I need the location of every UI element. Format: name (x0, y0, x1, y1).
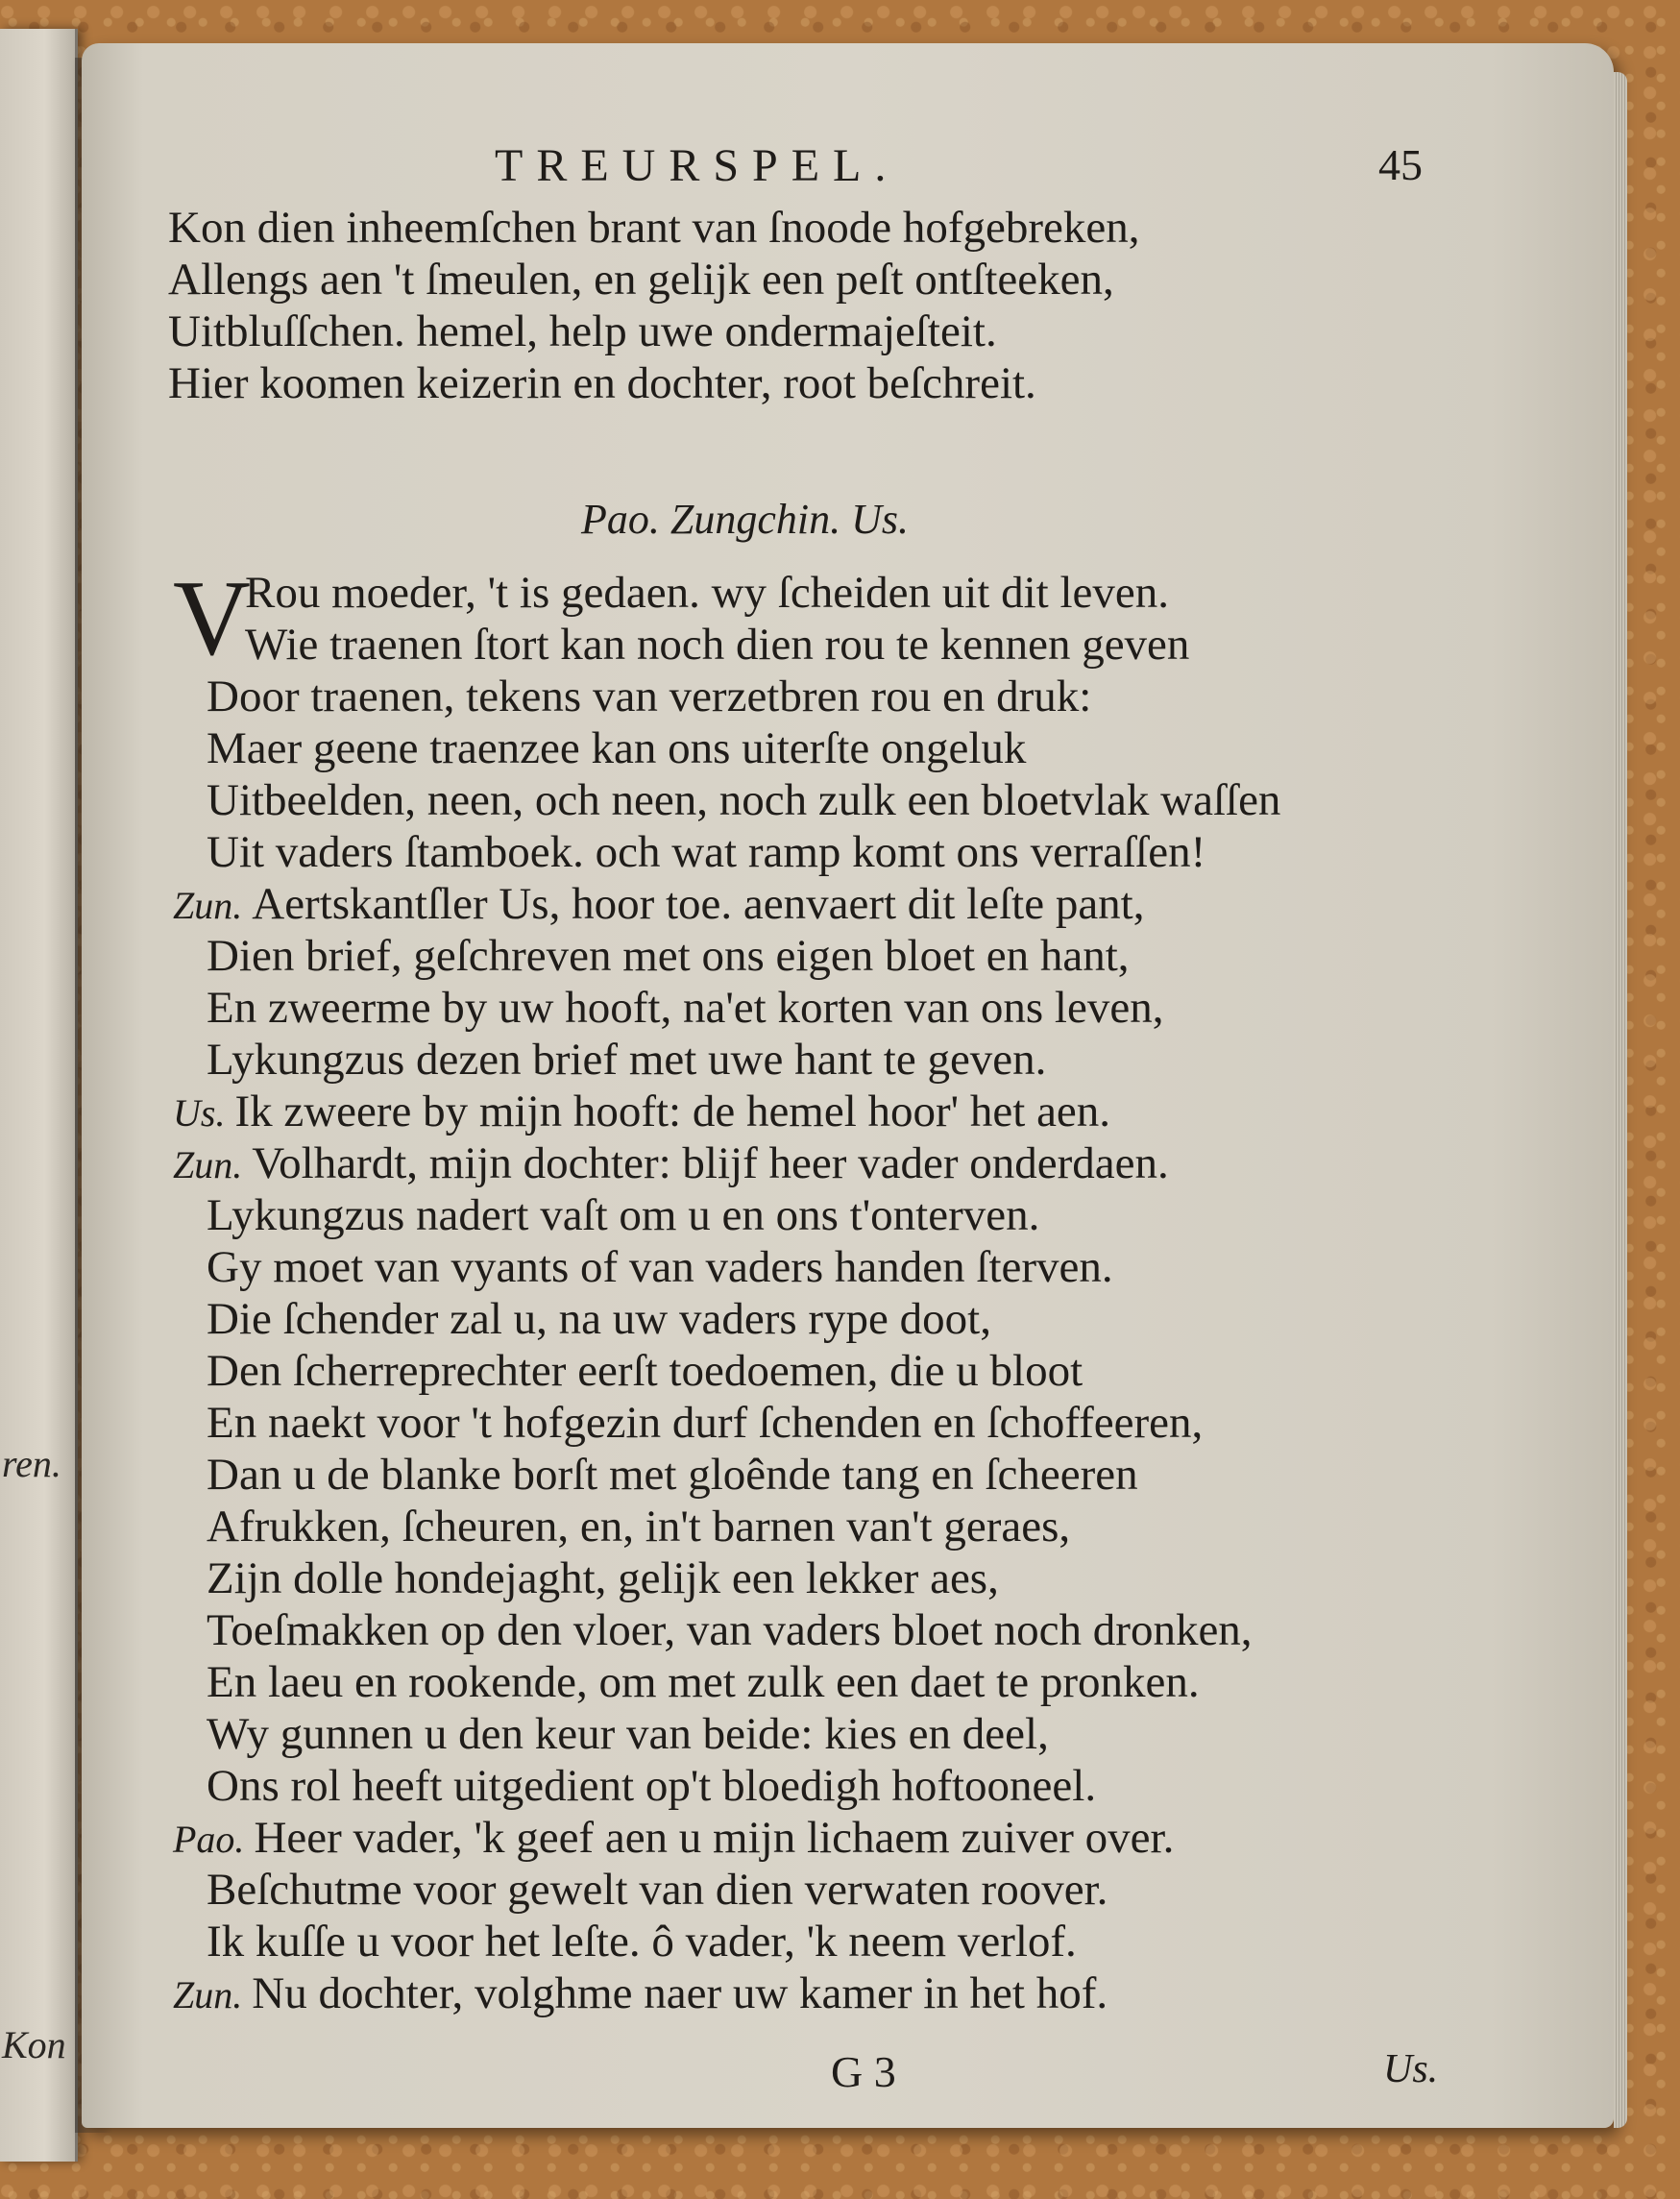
drop-capital: V (173, 559, 251, 678)
verse-line (173, 1034, 1280, 1086)
verse-line (173, 1812, 1280, 1864)
verse-text: Afrukken, ſcheuren, en, in't barnen van't geraes, (207, 1502, 1071, 1552)
verse-text: Uit vaders ſtamboek. och wat ramp komt ons verraſſen! (207, 827, 1206, 877)
verse-line (173, 619, 1280, 671)
verse-text: Dien brief, geſchreven met ons eigen bloet en hant, (207, 931, 1130, 981)
verse-line (173, 982, 1280, 1034)
facing-page-fragment: ren. (2, 1442, 61, 1485)
verse-line (173, 1708, 1280, 1760)
verse-text: Nu dochter, volghme naer uw kamer in het hof. (252, 1968, 1108, 2018)
running-title: TREURSPEL. (495, 140, 900, 191)
verse-text: Den ſcherreprechter eerſt toedoemen, die u bloot (207, 1346, 1083, 1396)
verse-text: Ons rol heeft uitgedient op't bloedigh hoftooneel. (207, 1761, 1097, 1811)
verse-text: Aertskantſler Us, hoor toe. aenvaert dit leſte pant, (252, 879, 1145, 929)
verse-line (173, 722, 1280, 774)
verse-line (173, 1552, 1280, 1604)
verse-line (173, 1293, 1280, 1345)
verse-text: Toeſmakken op den vloer, van vaders bloet noch dronken, (207, 1605, 1253, 1655)
verse-text: En zweerme by uw hooft, na'et korten van ons leven, (207, 983, 1164, 1033)
speaker-label: Pao. (173, 1818, 245, 1861)
verse-text: Ik kuſſe u voor het leſte. ô vader, 'k neem verlof. (207, 1917, 1077, 1967)
verse-line (173, 1967, 1280, 2019)
verse-line (173, 1760, 1280, 1812)
verse-line (173, 1241, 1280, 1293)
speaker-label: Zun. (173, 884, 243, 927)
verse-line (173, 930, 1280, 982)
verse-text: Dan u de blanke borſt met gloênde tang en ſcheeren (207, 1450, 1138, 1500)
verse-text: Uitbeelden, neen, och neen, noch zulk een bloetvlak waſſen (207, 775, 1281, 825)
verse-line (173, 1345, 1280, 1397)
verse-line (173, 1086, 1280, 1137)
page-footer (82, 2046, 1614, 2104)
verse-text: Rou moeder, 't is gedaen. wy ſcheiden uit dit leven. (245, 568, 1170, 618)
verse-text: Lykungzus dezen brief met uwe hant te geven. (207, 1035, 1047, 1085)
verse-line (173, 1604, 1280, 1656)
verse-line (173, 1864, 1280, 1916)
verse-text: Lykungzus nadert vaſt om u en ons t'onterven. (207, 1190, 1040, 1240)
verse-line (173, 774, 1280, 826)
verse-text: Gy moet van vyants of van vaders handen ſterven. (207, 1242, 1113, 1292)
verse-text: Maer geene traenzee kan ons uiterſte ongeluk (207, 723, 1027, 773)
speaker-label: Zun. (173, 1973, 243, 2016)
page-stack-edge (1614, 72, 1627, 2128)
verse-line (173, 1189, 1280, 1241)
verse-text: Volhardt, mijn dochter: blijf heer vader onderdaen. (252, 1138, 1169, 1188)
verse-text: Wy gunnen u den keur van beide: kies en deel, (207, 1709, 1049, 1759)
verse-line: Allengs aen 't ſmeulen, en gelijk een peſt ontſteeken, (168, 255, 1114, 305)
catchword: Us. (1383, 2047, 1439, 2091)
verse-line: Uitbluſſchen. hemel, help uwe ondermajeſteit. (168, 306, 997, 356)
verse-line (173, 1656, 1280, 1708)
facing-page-fragment: Kon (2, 2023, 66, 2066)
verse-text: En naekt voor 't hofgezin durf ſchenden en ſchoffeeren, (207, 1398, 1204, 1448)
verse-text: Ik zweere by mijn hooft: de hemel hoor' het aen. (234, 1087, 1111, 1136)
facing-page-edge (0, 29, 78, 2162)
verse-line (173, 1397, 1280, 1449)
verse-line: Hier koomen keizerin en dochter, root beſchreit. (168, 358, 1036, 408)
verse-line (173, 1501, 1280, 1552)
page-header (82, 139, 1614, 207)
verse-text: Die ſchender zal u, na uw vaders rype doot, (207, 1294, 991, 1344)
speaker-label: Zun. (173, 1143, 243, 1186)
signature-mark: G 3 (831, 2047, 896, 2096)
verse-line: Kon dien inheemſchen brant van ſnoode hofgebreken, (168, 203, 1140, 253)
verse-text: Beſchutme voor gewelt van dien verwaten roover. (207, 1865, 1108, 1915)
verse-text: Door traenen, tekens van verzetbren rou en druk: (207, 672, 1092, 721)
verse-text: En laeu en rookende, om met zulk een daet te pronken. (207, 1657, 1200, 1707)
scene-heading: Pao. Zungchin. Us. (581, 496, 909, 543)
verse-line (173, 1137, 1280, 1189)
verse-line (173, 1449, 1280, 1501)
verse-line (173, 671, 1280, 722)
verse-text: Zijn dolle hondejaght, gelijk een lekker aes, (207, 1553, 999, 1603)
verse-block-top (168, 202, 1139, 409)
verse-line (173, 826, 1280, 878)
verse-line (173, 1916, 1280, 1967)
speaker-label: Us. (173, 1091, 226, 1135)
verse-text: Heer vader, 'k geef aen u mijn lichaem zuiver over. (254, 1813, 1175, 1863)
page-number: 45 (1378, 140, 1423, 189)
verse-block-main (173, 559, 1281, 2019)
verse-text: Wie traenen ſtort kan noch dien rou te kennen geven (245, 620, 1190, 670)
verse-line (173, 878, 1280, 930)
book-page (82, 43, 1614, 2128)
